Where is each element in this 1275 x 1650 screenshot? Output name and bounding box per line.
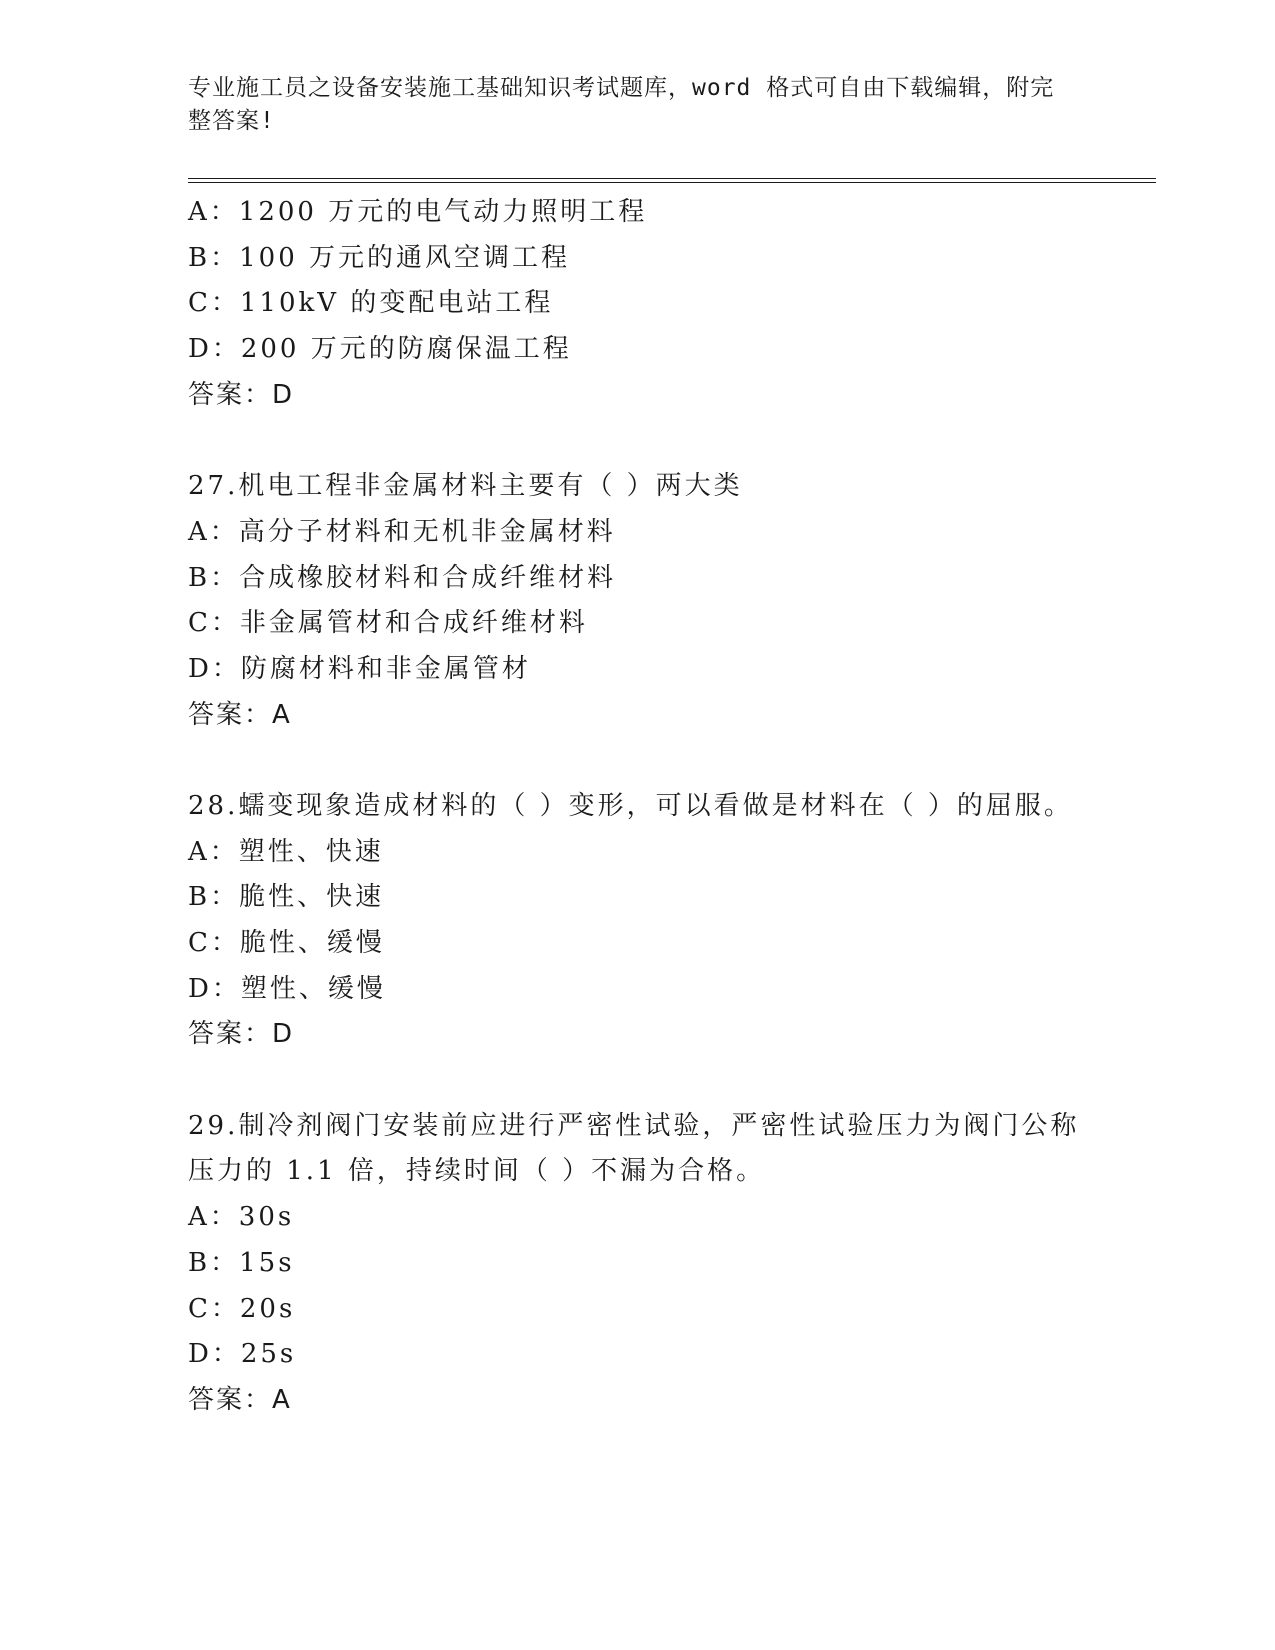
option-a: A：1200 万元的电气动力照明工程 [188, 197, 648, 227]
header-line-2: 整答案! [188, 108, 275, 134]
option-d: D：塑性、缓慢 [188, 973, 386, 1004]
question-text: 27.机电工程非金属材料主要有（ ）两大类 [188, 471, 743, 502]
answer: 答案：A [188, 1384, 292, 1415]
question-text-line-2: 压力的 1.1 倍，持续时间（ ）不漏为合格。 [188, 1156, 766, 1187]
spacer [188, 418, 1088, 464]
question-27 [188, 464, 1088, 738]
option-c: C：脆性、缓慢 [188, 928, 385, 958]
option-d: D：25s [188, 1339, 297, 1370]
answer: 答案：D [188, 1019, 295, 1050]
question-list [188, 190, 1088, 1424]
header-divider-bottom [188, 182, 1156, 183]
option-c: C：非金属管材和合成纤维材料 [188, 608, 588, 639]
option-b: B：合成橡胶材料和合成纤维材料 [188, 562, 617, 593]
spacer [188, 1058, 1088, 1104]
question-29 [188, 1104, 1088, 1424]
question-text-line-1: 29.制冷剂阀门安装前应进行严密性试验，严密性试验压力为阀门公称 [188, 1110, 1080, 1141]
option-a: A：高分子材料和无机非金属材料 [188, 516, 616, 547]
question-text: 28.蠕变现象造成材料的（ ）变形，可以看做是材料在（ ）的屈服。 [188, 790, 1073, 821]
document-header [188, 72, 1068, 138]
answer: 答案：A [188, 699, 292, 730]
option-b: B：脆性、快速 [188, 882, 385, 913]
question-26 [188, 190, 1088, 418]
option-a: A：塑性、快速 [188, 836, 384, 867]
option-a: A：30s [188, 1202, 295, 1233]
option-c: C：110kV 的变配电站工程 [188, 288, 554, 319]
answer: 答案：D [188, 379, 295, 410]
question-28 [188, 784, 1088, 1058]
option-b: B：100 万元的通风空调工程 [188, 242, 570, 273]
header-line-1: 专业施工员之设备安装施工基础知识考试题库，word 格式可自由下载编辑，附完 [188, 75, 1055, 101]
option-b: B：15s [188, 1247, 295, 1278]
header-divider-top [188, 178, 1156, 179]
option-c: C：20s [188, 1293, 296, 1324]
option-d: D：防腐材料和非金属管材 [188, 653, 531, 684]
option-d: D：200 万元的防腐保温工程 [188, 334, 572, 365]
spacer [188, 738, 1088, 784]
